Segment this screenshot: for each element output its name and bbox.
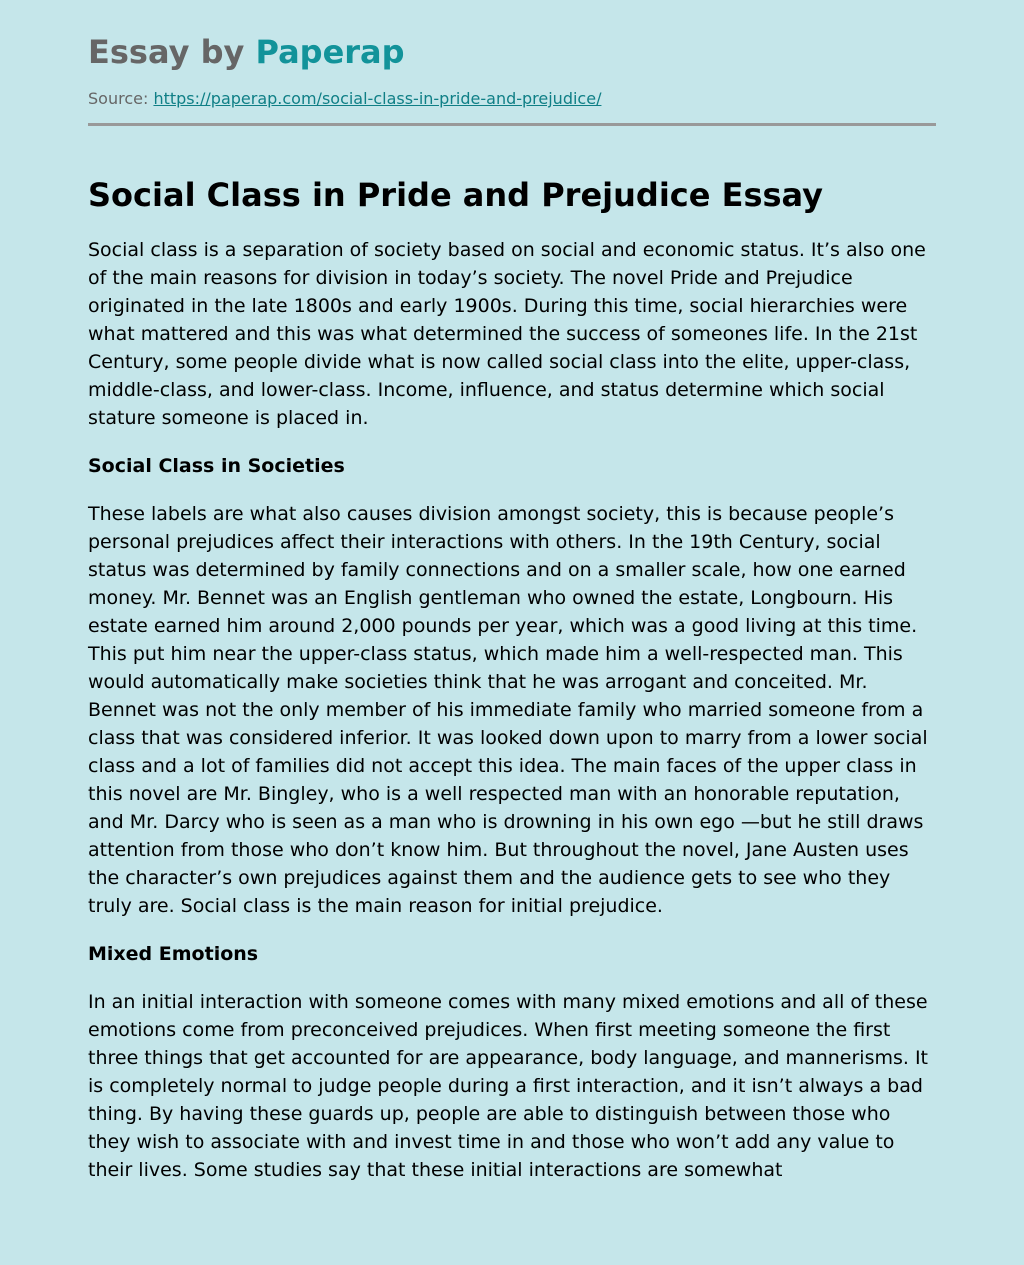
section-heading-social-class: Social Class in Societies [88,455,345,477]
intro-paragraph: Social class is a separation of society based on social and economic status. It’s also one of the main reasons for division in today’s society. The novel Pride and Prejudice originated in the late 1800s and early 1900s. During this time, social hierarchies were what mattered and this was what determined the success of someones life. In the 21st Century, some people divide what is now called social class into the elite, upper-class, middle-class, and lower-class. Income, influence, and status determine which social stature someone is placed in. [88,239,926,429]
essay-title: Social Class in Pride and Prejudice Essay [88,176,824,214]
section-body-mixed-emotions: In an initial interaction with someone comes with many mixed emotions and all of these emotions come from preconceived prejudices. When first meeting someone the first three things that get accounted for are appearance, body language, and mannerisms. It is completely normal to judge people during a first interaction, and it isn’t always a bad thing. By having these guards up, people are able to distinguish between those who they wish to associate with and invest time in and those who won’t add any value to their lives. Some studies say that these initial interactions are somewhat [88,991,929,1181]
brand-name: Paperap [255,33,405,71]
source-label: Source: [88,89,149,108]
section-body-social-class: These labels are what also causes division amongst society, this is because people’s personal prejudices affect their interactions with others. In the 19th Century, social status was determined by family connections and on a smaller scale, how one earned money. Mr. Bennet was an English gentleman who owned the estate, Longbourn. His estate earned him around 2,000 pounds per year, which was a good living at this time. This put him near the upper-class status, which made him a well-respected man. This would automatically make societies think that he was arrogant and conceited. Mr. Bennet was not the only member of his immediate family who married someone from a class that was considered inferior. It was looked down upon to marry from a lower social class and a lot of families did not accept this idea. The main faces of the upper class in this novel are Mr. Bingley, who is a well respected man with an honorable reputation, and Mr. Darcy who is seen as a man who is drowning in his own ego —but he still draws attention from those who don’t know him. But throughout the novel, Jane Austen uses the character’s own prejudices against them and the audience gets to see who they truly are. Social class is the main reason for initial prejudice. [88,503,928,917]
source-line [88,88,936,110]
section-heading-mixed-emotions: Mixed Emotions [88,943,259,965]
content-column [88,32,936,1184]
site-brand[interactable] [88,32,936,72]
brand-prefix: Essay by [88,33,245,71]
source-link[interactable]: https://paperap.com/social-class-in-pride-and-prejudice/ [153,89,602,108]
header-divider [88,123,936,126]
